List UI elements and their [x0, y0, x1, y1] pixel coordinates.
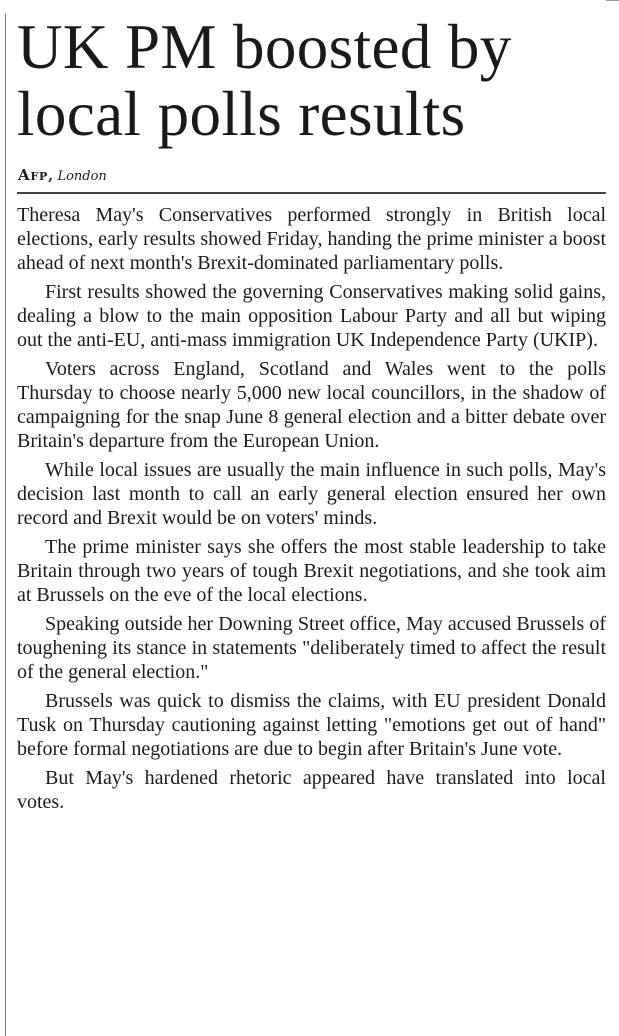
article-paragraph: First results showed the governing Conservatives making solid gains, dealing a blow to the main opposition Labour Party and all but wiping out the anti-EU, anti-mass immigration UK Independence Party (UKIP). — [17, 281, 606, 351]
article-paragraph: Theresa May's Conservatives performed strongly in British local elections, early results showed Friday, handing the prime minister a boost ahead of next month's Brexit-dominated parliamentary polls. — [17, 204, 606, 274]
headline-line: UK PM boosted by — [17, 12, 512, 82]
byline-agency: Afp — [18, 166, 49, 184]
column-rule-top — [606, 0, 619, 1]
headline-line: local polls results — [17, 79, 466, 149]
article-paragraph: Voters across England, Scotland and Wales went to the polls Thursday to choose nearly 5,000 new local councillors, in the shadow of campaigning for the snap June 8 general election and a bitter debate over Britain's departure from the European Union. — [17, 358, 606, 452]
byline-separator: , — [48, 168, 53, 184]
article-paragraph: Speaking outside her Downing Street office, May accused Brussels of toughening its stance in statements "deliberately timed to affect the result of the general election." — [17, 613, 606, 683]
article-body — [17, 203, 606, 814]
byline-location: London — [57, 169, 107, 184]
headline — [17, 14, 606, 148]
column-rule-left — [5, 14, 6, 1036]
article-paragraph: But May's hardened rhetoric appeared have translated into local votes. — [17, 767, 606, 813]
article-paragraph: The prime minister says she offers the most stable leadership to take Britain through two years of tough Brexit negotiations, and she took aim at Brussels on the eve of the local elections. — [17, 536, 606, 606]
news-article — [17, 0, 606, 819]
article-paragraph: While local issues are usually the main influence in such polls, May's decision last month to call an early general election ensured her own record and Brexit would be on voters' minds. — [17, 459, 606, 529]
article-paragraph: Brussels was quick to dismiss the claims, with EU president Donald Tusk on Thursday cautioning against letting "emotions get out of hand" before formal negotiations are due to begin after Britain's June vote. — [17, 690, 606, 760]
byline — [17, 166, 606, 194]
